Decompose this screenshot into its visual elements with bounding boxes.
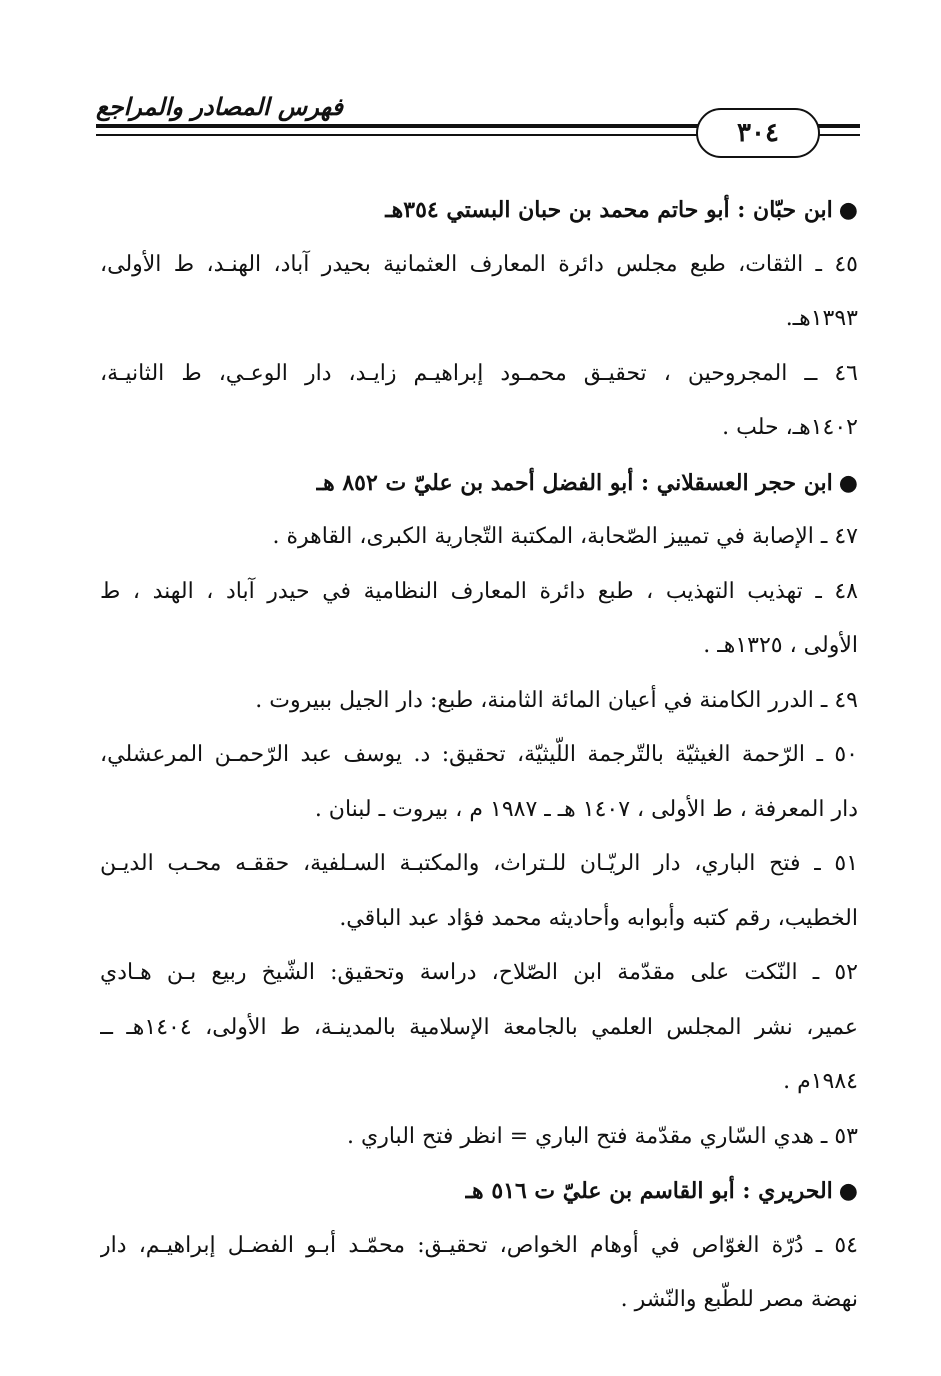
author-text: الحريري : أبو القاسم بن عليّ ت ٥١٦ هـ (465, 1178, 833, 1204)
bibliography-entry-line: ٤٦ ــ المجروحين ، تحقيـق محمـود إبراهيـم زايـد، دار الوعـي، ط الثانيـة، (100, 360, 858, 386)
bibliography-entry-line: ٥٤ ـ دُرّة الغوّاص في أوهام الخواص، تحقيـق: محمّـد أبـو الفضـل إبراهيـم، دار (100, 1232, 858, 1258)
page-number: ٣٠٤ (737, 118, 779, 148)
bibliography-entry-line: ١٤٠٢هـ، حلب . (722, 415, 858, 440)
bibliography-entry-line: ١٣٩٣هـ. (785, 306, 858, 331)
bibliography-entry-line: نهضة مصر للطّبع والنّشر . (620, 1287, 858, 1312)
page-number-badge (696, 108, 820, 158)
author-heading (100, 183, 858, 238)
bullet-icon: ● (838, 197, 858, 223)
bibliography-entry-line: ٤٧ ـ الإصابة في تمييز الصّحابة، المكتبة التّجارية الكبرى، القاهرة . (272, 524, 858, 549)
bibliography-entry-line: ٤٥ ـ الثقات، طبع مجلس دائرة المعارف العثمانية بحيدر آباد، الهنـد، ط الأولى، (100, 251, 858, 277)
bullet-icon: ● (838, 469, 858, 496)
bullet-icon: ● (838, 1178, 858, 1204)
bibliography-entry-line: ٥٢ ـ النّكت على مقدّمة ابن الصّلاح، دراسة وتحقيق: الشّيخ ربيع بـن هـادي (100, 960, 858, 985)
bibliography-body (100, 183, 858, 1328)
running-header-title: فهرس المصادر والمراجع (96, 92, 344, 121)
bibliography-entry-line: الخطيب، رقم كتبه وأبوابه وأحاديثه محمد فؤاد عبد الباقي. (339, 905, 858, 931)
bibliography-entry-line: ٤٨ ـ تهذيب التهذيب ، طبع دائرة المعارف النظامية في حيدر آباد ، الهند ، ط (100, 578, 858, 604)
author-heading (100, 456, 858, 511)
author-text: ابن حجر العسقلاني : أبو الفضل أحمد بن عليّ ت ٨٥٢ هـ (316, 469, 833, 496)
bibliography-entry-line: عمير، نشر المجلس العلمي بالجامعة الإسلامية بالمدينـة، ط الأولى، ١٤٠٤هـ ــ (100, 1014, 858, 1040)
bibliography-entry-line: ١٩٨٤م . (783, 1069, 858, 1094)
bibliography-entry-line: ٥٣ ـ هدي السّاري مقدّمة فتح الباري = انظر فتح الباري . (347, 1123, 858, 1149)
bibliography-entry-line: ٥٠ ـ الرّحمة الغيثيّة بالتّرجمة اللّيثيّة، تحقيق: د. يوسف عبد الرّحمـن المرعشلي، (100, 742, 858, 767)
bibliography-entry-line: ٥١ ـ فتح الباري، دار الريّـان للـتراث، والمكتبـة السـلفية، حققـه محـب الديـن (100, 851, 858, 876)
bibliography-entry-line: دار المعرفة ، ط الأولى ، ١٤٠٧ هـ ـ ١٩٨٧ م ، بيروت ـ لبنان . (314, 796, 858, 822)
author-text: ابن حبّان : أبو حاتم محمد بن حبان البستي ٣٥٤هـ (385, 197, 833, 223)
bibliography-entry-line: ٤٩ ـ الدرر الكامنة في أعيان المائة الثامنة، طبع: دار الجيل ببيروت . (255, 687, 858, 713)
author-heading (100, 1164, 858, 1219)
bibliography-entry-line: الأولى ، ١٣٢٥هـ . (703, 633, 858, 658)
